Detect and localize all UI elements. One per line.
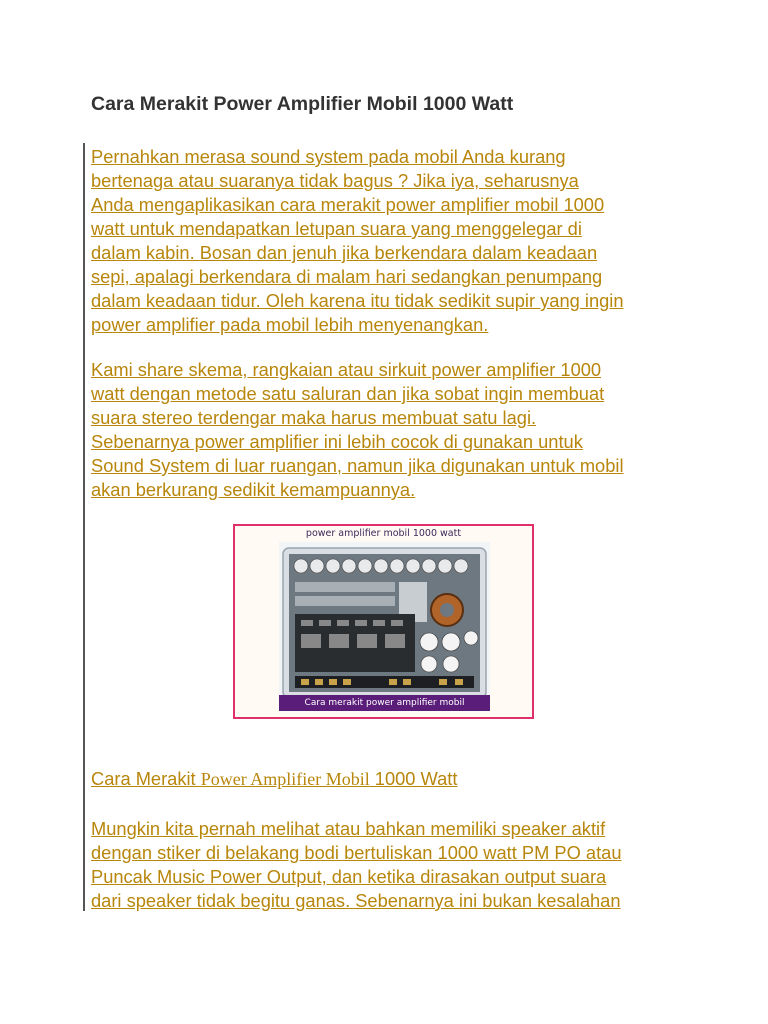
amplifier-figure [233, 524, 534, 719]
paragraph-line[interactable]: power amplifier pada mobil lebih menyenangkan. [91, 314, 489, 335]
paragraph-line[interactable]: watt untuk mendapatkan letupan suara yang menggelegar di [91, 218, 582, 239]
paragraph-line[interactable]: watt dengan metode satu saluran dan jika sobat ingin membuat [91, 383, 605, 404]
heading-part-serif: Power Amplifier Mobil [200, 769, 370, 789]
section-heading-link[interactable] [91, 768, 457, 790]
paragraph-intro[interactable] [91, 145, 691, 337]
paragraph-line[interactable]: Sebenarnya power amplifier ini lebih cocok di gunakan untuk [91, 431, 583, 452]
heading-part: 1000 Watt [369, 768, 458, 789]
paragraph-line[interactable]: dari speaker tidak begitu ganas. Sebenarnya ini bukan kesalahan [91, 890, 621, 911]
paragraph-line[interactable]: Pernahkan merasa sound system pada mobil Anda kurang [91, 146, 566, 167]
figure-top-text: power amplifier mobil 1000 watt [305, 528, 462, 539]
amplifier-board-image [279, 542, 490, 702]
paragraph-line[interactable]: dalam keadaan tidur. Oleh karena itu tidak sedikit supir yang ingin [91, 290, 624, 311]
paragraph-line[interactable]: dalam kabin. Bosan dan jenuh jika berkendara dalam keadaan [91, 242, 598, 263]
paragraph-line[interactable]: bertenaga atau suaranya tidak bagus ? Jika iya, seharusnya [91, 170, 579, 191]
paragraph-line[interactable]: dengan stiker di belakang bodi bertuliskan 1000 watt PM PO atau [91, 842, 622, 863]
paragraph-speaker[interactable] [91, 817, 691, 913]
margin-bar [83, 143, 85, 911]
paragraph-schematic[interactable] [91, 358, 691, 502]
paragraph-line[interactable]: Puncak Music Power Output, dan ketika dirasakan output suara [91, 866, 607, 887]
heading-part: Cara Merakit [91, 768, 201, 789]
paragraph-line[interactable]: Sound System di luar ruangan, namun jika digunakan untuk mobil [91, 455, 624, 476]
paragraph-line[interactable]: akan berkurang sedikit kemampuannya. [91, 479, 416, 500]
page-title: Cara Merakit Power Amplifier Mobil 1000 Watt [91, 93, 514, 115]
paragraph-line[interactable]: Kami share skema, rangkaian atau sirkuit power amplifier 1000 [91, 359, 602, 380]
paragraph-line[interactable]: suara stereo terdengar maka harus membuat satu lagi. [91, 407, 537, 428]
paragraph-line[interactable]: sepi, apalagi berkendara di malam hari sedangkan penumpang [91, 266, 603, 287]
figure-caption: Cara merakit power amplifier mobil [279, 695, 490, 711]
paragraph-line[interactable]: Anda mengaplikasikan cara merakit power amplifier mobil 1000 [91, 194, 605, 215]
paragraph-line[interactable]: Mungkin kita pernah melihat atau bahkan memiliki speaker aktif [91, 818, 606, 839]
